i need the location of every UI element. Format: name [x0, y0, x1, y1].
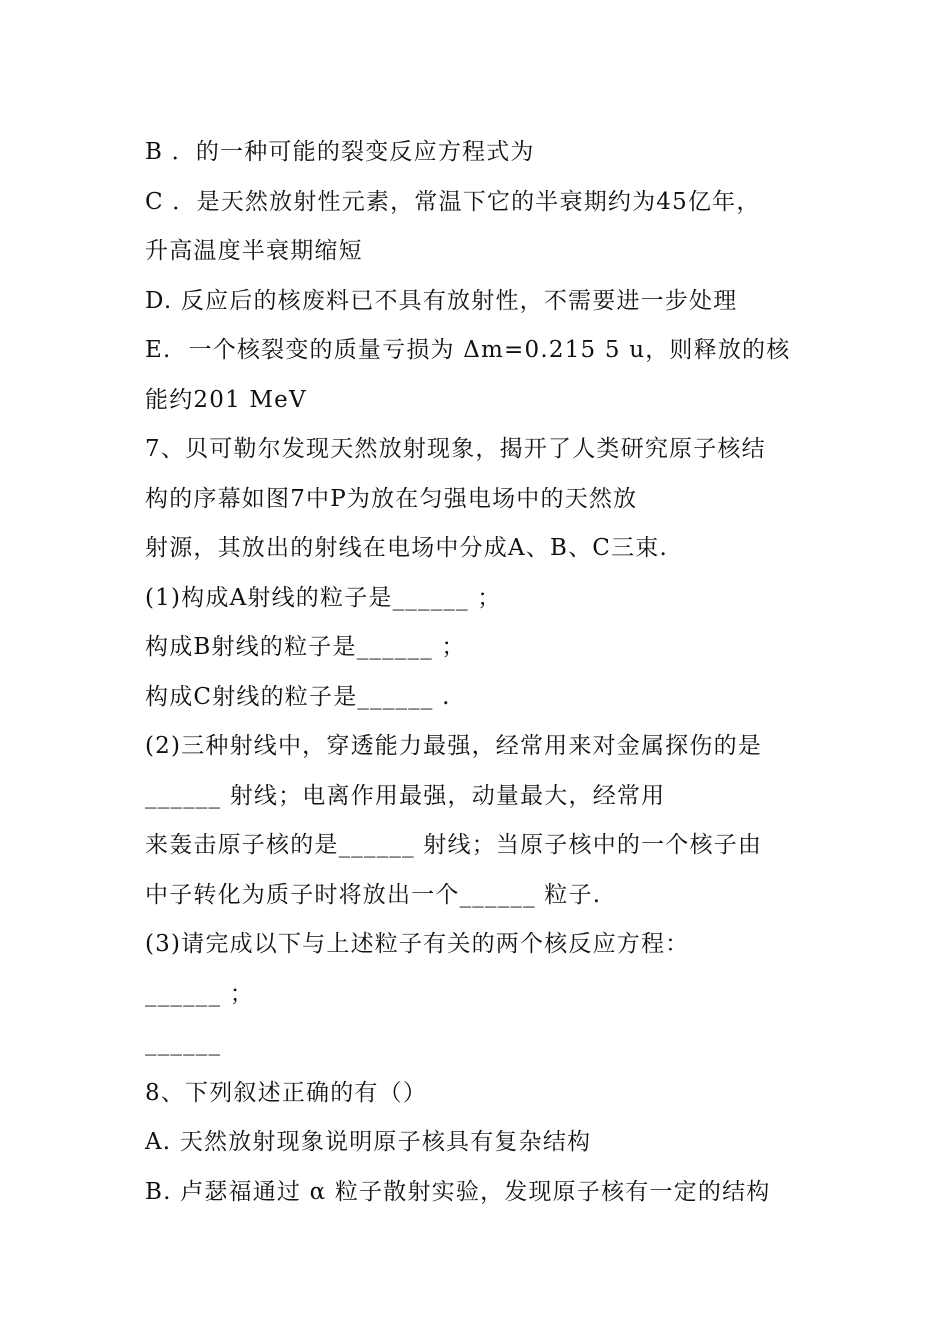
- fill-blank-line: 中子转化为质子时将放出一个______ 粒子.: [145, 881, 602, 908]
- option-line: A. 天然放射现象说明原子核具有复杂结构: [145, 1129, 592, 1155]
- option-line: B. 卢瑟福通过 α 粒子散射实验，发现原子核有一定的结构: [145, 1178, 771, 1205]
- text-line: E. 一个核裂变的质量亏损为 Δm=0.215 5 u，则释放的核: [145, 337, 791, 363]
- fill-blank-line: 构成C射线的粒子是______ .: [145, 683, 451, 710]
- text-line: 射源，其放出的射线在电场中分成A、B、C三束.: [145, 535, 669, 561]
- question-8-line: 8、下列叙述正确的有（）: [145, 1079, 428, 1106]
- text-line: 升高温度半衰期缩短: [145, 238, 363, 264]
- fill-blank-line: 来轰击原子核的是______ 射线；当原子核中的一个核子由: [145, 832, 763, 858]
- fill-blank-line: 构成B射线的粒子是______ ；: [145, 634, 466, 660]
- text-line: D. 反应后的核废料已不具有放射性，不需要进一步处理: [145, 287, 738, 314]
- text-line: C ．是天然放射性元素，常温下它的半衰期约为45亿年，: [145, 188, 761, 215]
- text-line: (2)三种射线中，穿透能力最强，经常用来对金属探伤的是: [145, 733, 762, 759]
- text-line: (3)请完成以下与上述粒子有关的两个核反应方程：: [145, 931, 690, 957]
- text-line: B ．的一种可能的裂变反应方程式为: [145, 139, 535, 165]
- document-page: [145, 128, 815, 1217]
- fill-blank-line: ______ ；: [145, 980, 254, 1007]
- fill-blank-line: ______: [145, 1030, 222, 1056]
- text-line: 构的序幕如图7中P为放在匀强电场中的天然放: [145, 485, 638, 512]
- fill-blank-line: ______ 射线；电离作用最强，动量最大，经常用: [145, 782, 666, 809]
- fill-blank-line: (1)构成A射线的粒子是______ ；: [145, 584, 502, 611]
- question-7-line: 7、贝可勒尔发现天然放射现象，揭开了人类研究原子核结: [145, 436, 766, 462]
- text-line: 能约201 MeV: [145, 386, 307, 413]
